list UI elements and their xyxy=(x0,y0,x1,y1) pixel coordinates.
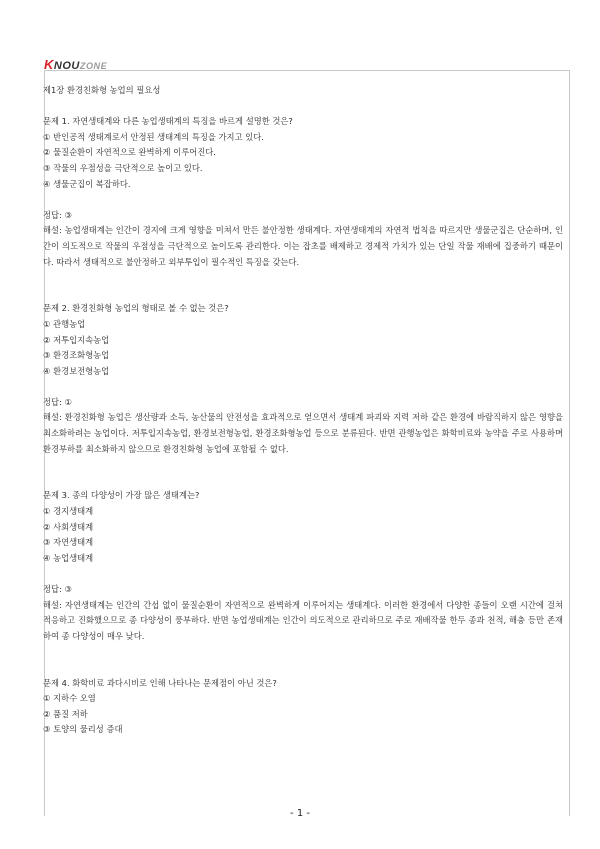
chapter-title: 제1장 환경친화형 농업의 필요성 xyxy=(43,85,161,95)
option: ④ 생물군집이 복잡하다. xyxy=(43,178,131,189)
page-number: - 1 - xyxy=(290,808,310,819)
option: ④ 환경보전형농업 xyxy=(43,365,110,376)
option: ③ 토양의 물리성 증대 xyxy=(43,724,123,735)
explanation: 해설: 자연생태계는 인간의 간섭 없이 물질순환이 자연적으로 완벽하게 이루어지는 생태계다. 이러한 환경에서 다양한 종들이 오랜 시간에 걸쳐 적응하고 진화했으므로 종 다양성이 풍부하다. 반면 농업생태계는 인간이 의도적으로 관리하므로 주로 재배작물 한두 종과 천적, 해충 등만 존재하여 종 다양성이 매우 낮다. xyxy=(43,599,563,641)
question-text: 문제 1. 자연생태계와 다른 농업생태계의 특징을 바르게 설명한 것은? xyxy=(43,116,293,127)
question-text: 문제 2. 환경친화형 농업의 형태로 볼 수 없는 것은? xyxy=(43,303,229,314)
document-body xyxy=(43,83,563,738)
question-block-4 xyxy=(43,676,563,738)
question-block-3 xyxy=(43,488,563,644)
logo-letter-k: K xyxy=(44,57,54,72)
option: ① 경지생태계 xyxy=(43,506,94,517)
question-text: 문제 4. 화학비료 과다시비로 인해 나타나는 문제점이 아닌 것은? xyxy=(43,677,277,688)
answer: 정답: ③ xyxy=(43,209,72,220)
option: ② 물질순환이 자연적으로 완벽하게 이루어진다. xyxy=(43,147,216,158)
answer: 정답: ③ xyxy=(43,584,72,594)
option: ④ 농업생태계 xyxy=(43,552,94,563)
option: ② 사회생태계 xyxy=(43,521,94,532)
option: ③ 작물의 우점성을 극단적으로 높이고 있다. xyxy=(43,162,203,173)
logo-nou: NOU xyxy=(53,60,80,72)
answer: 정답: ① xyxy=(43,396,72,407)
option: ③ 환경조화형농업 xyxy=(43,350,110,361)
option: ② 저투입지속농업 xyxy=(43,334,110,345)
explanation: 해설: 환경친화형 농업은 생산량과 소득, 농산물의 안전성을 효과적으로 얻으면서 생태계 파괴와 지력 저하 같은 환경에 바람직하지 않은 영향을 최소화하려는 농업이다. 저투입지속농업, 환경보전형농업, 환경조화형농업 등으로 분류된다. 반면 관행농업은 화학비료와 농약을 주로 사용하며 환경부하를 최소화하지 않으므로 환경친화형 농업에 포함될 수 없다. xyxy=(43,412,563,454)
option: ① 반인공적 생태계로서 안정된 생태계의 특징을 가지고 있다. xyxy=(43,131,264,142)
question-text: 문제 3. 종의 다양성이 가장 많은 생태계는? xyxy=(43,490,200,501)
logo-zone: ZONE xyxy=(79,61,108,71)
option: ③ 자연생태계 xyxy=(43,537,94,548)
option: ① 관행농업 xyxy=(43,318,86,329)
question-block-1 xyxy=(43,114,563,270)
option: ① 지하수 오염 xyxy=(43,693,96,704)
question-block-2 xyxy=(43,301,563,457)
explanation: 해설: 농업생태계는 인간이 경지에 크게 영향을 미쳐서 만든 불안정한 생태계다. 자연생태계의 자연적 법칙을 따르지만 생물군집은 단순하며, 인간이 의도적으로 작물의 우점성을 극단적으로 높이도록 관리한다. 이는 잡초를 배제하고 경제적 가치가 있는 단일 작물 재배에 집중하기 때문이다. 따라서 생태적으로 불안정하고 외부투입이 필수적인 특징을 갖는다. xyxy=(43,225,563,267)
option: ② 품질 저하 xyxy=(43,708,88,719)
